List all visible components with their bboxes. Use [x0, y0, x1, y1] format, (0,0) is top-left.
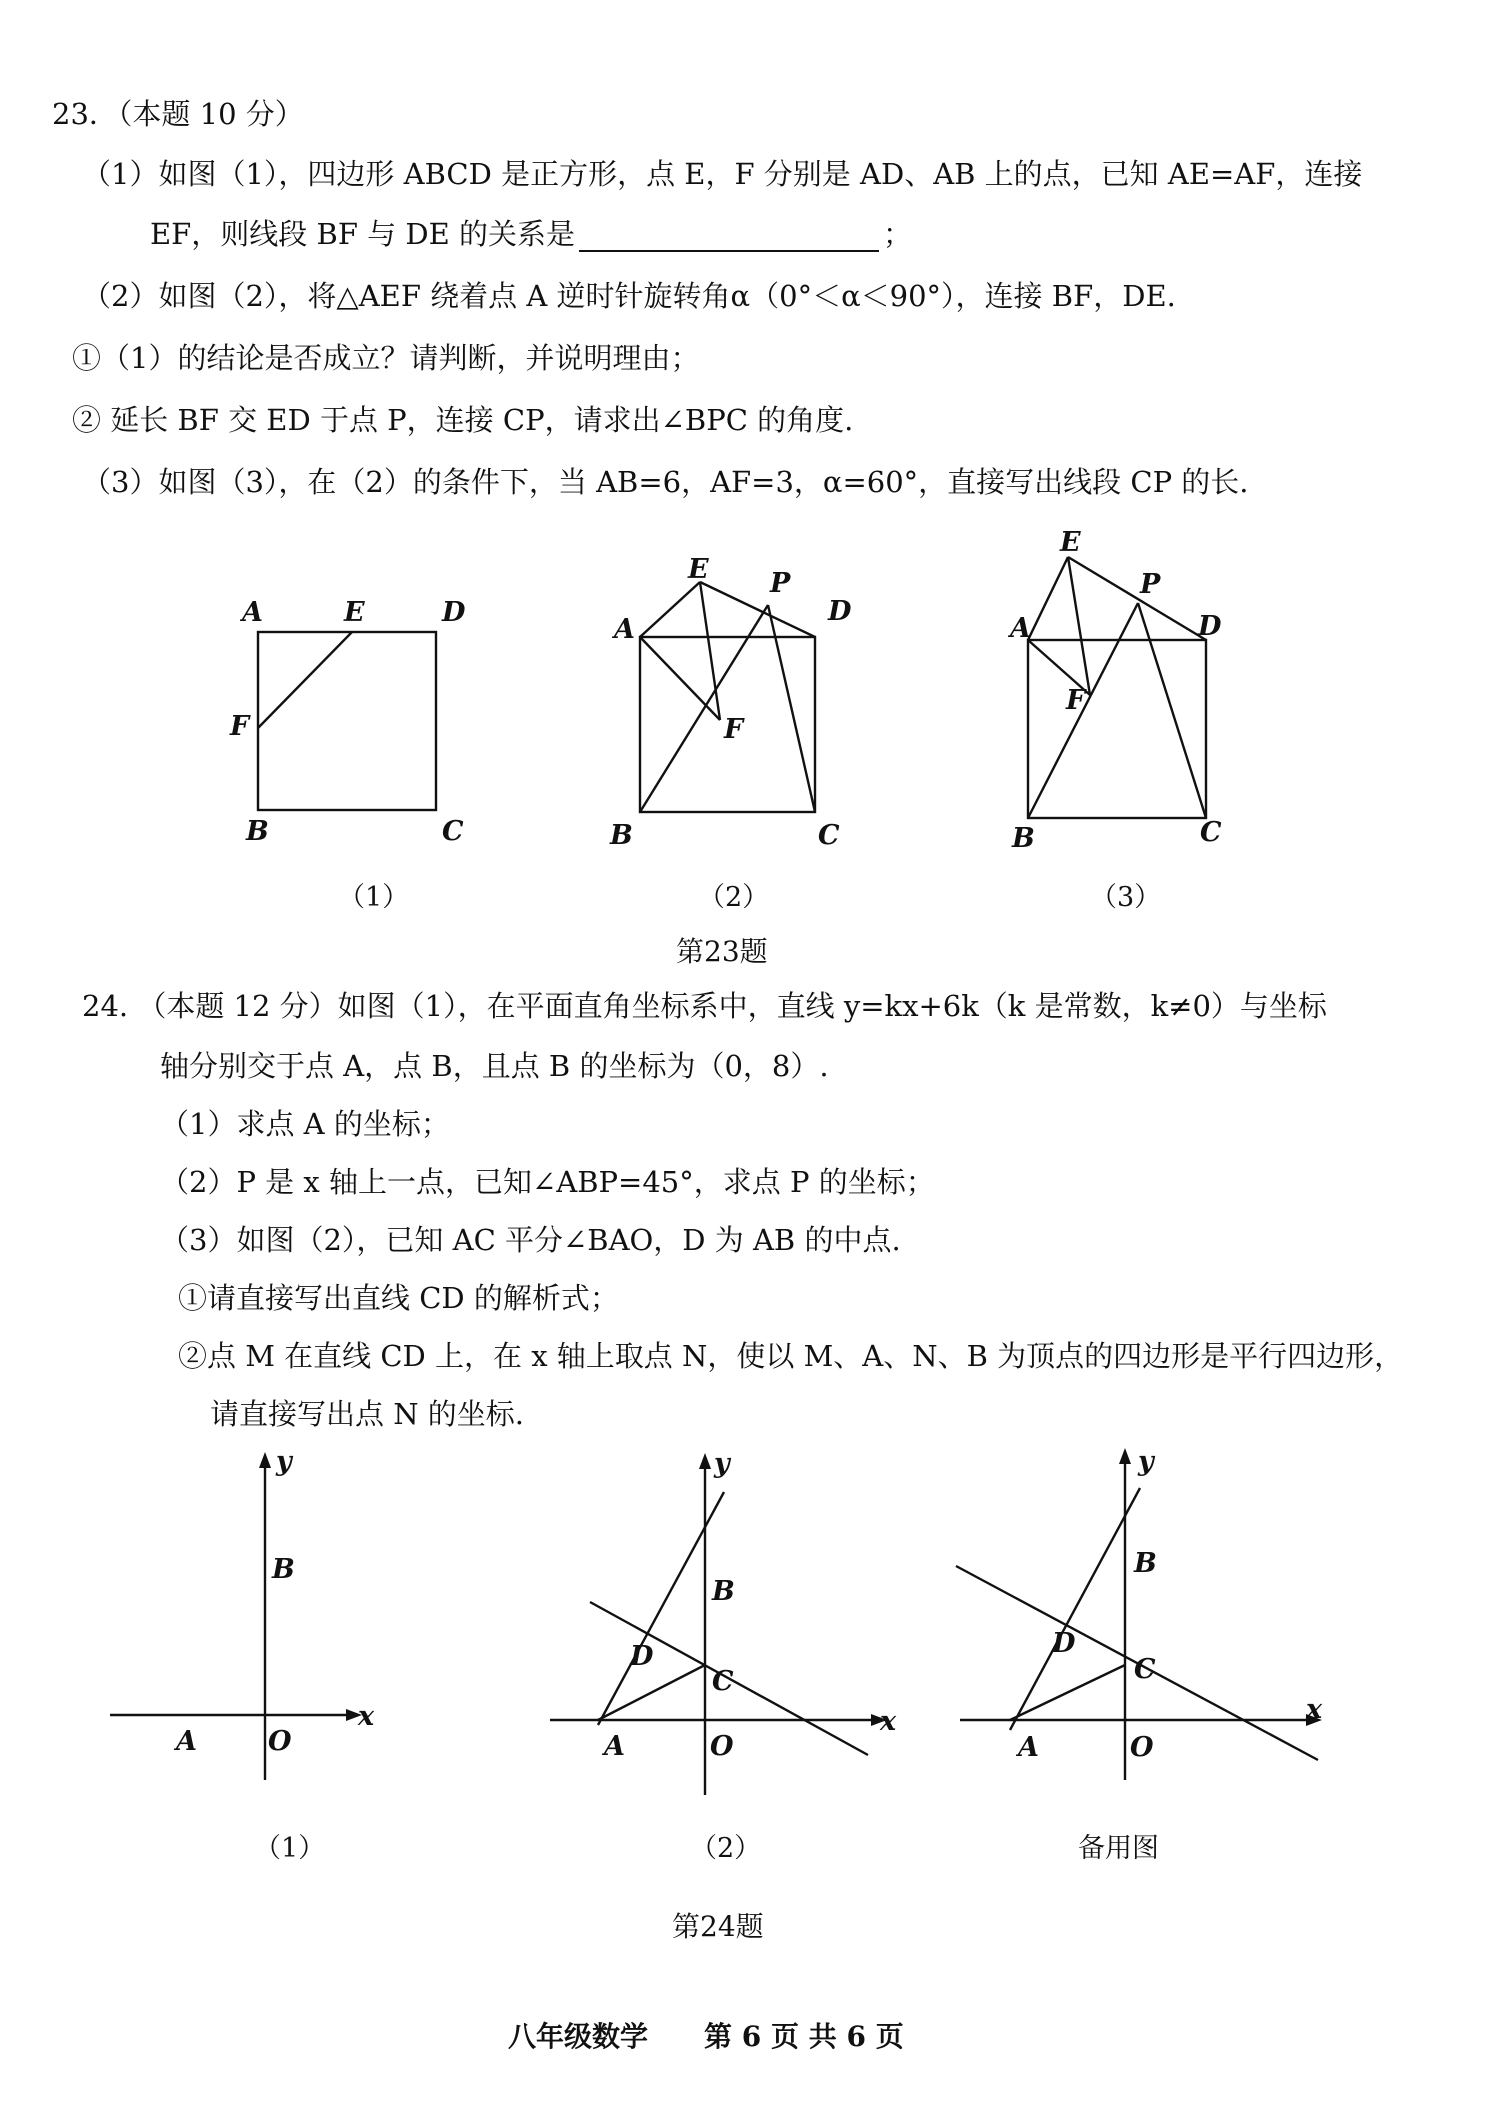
point-label: A	[176, 1726, 197, 1757]
segment-ed	[700, 582, 815, 637]
point-label: C	[1200, 817, 1222, 848]
point-label: F	[1066, 685, 1086, 716]
point-label: D	[828, 596, 852, 627]
point-label: F	[230, 711, 250, 742]
axis-label-y: y	[714, 1450, 730, 1479]
q24-sub3-2b: 请直接写出点 N 的坐标.	[210, 1397, 525, 1431]
point-label: P	[770, 568, 791, 599]
square-abcd	[258, 632, 436, 810]
q24-title: 第24题	[672, 1910, 764, 1943]
page-footer: 八年级数学 第 6 页 共 6 页	[508, 2020, 904, 2053]
point-label: B	[1134, 1548, 1157, 1579]
point-label: C	[818, 820, 840, 850]
segment-ef	[258, 632, 352, 728]
q23-part2: （2）如图（2），将△AEF 绕着点 A 逆时针旋转角α（0°＜α＜90°），连接 BF，DE.	[82, 279, 1176, 313]
axis-label-y: y	[1138, 1446, 1154, 1477]
segment-ef	[1068, 557, 1090, 695]
q24-caption-1: （1）	[254, 1833, 326, 1864]
point-label: O	[1130, 1732, 1154, 1763]
q23-part3: （3）如图（3），在（2）的条件下，当 AB=6，AF=3，α=60°，直接写出线段 CP 的长.	[82, 465, 1249, 499]
point-label: D	[1198, 611, 1222, 642]
answer-blank	[579, 220, 879, 252]
q24-figure-1	[100, 1440, 400, 1780]
q24-sub3: （3）如图（2），已知 AC 平分∠BAO，D 为 AB 的中点.	[160, 1223, 901, 1257]
q23-figure-2	[600, 550, 880, 850]
q24-figure-2	[540, 1450, 900, 1800]
q23-part1-end: ；	[883, 217, 913, 251]
q24-caption-backup: 备用图	[1078, 1833, 1159, 1864]
q24-sub1: （1）求点 A 的坐标；	[160, 1107, 450, 1141]
y-axis-arrow-icon	[699, 1453, 711, 1469]
square-abcd	[1028, 640, 1206, 818]
point-label: B	[712, 1576, 735, 1607]
q23-title: 第23题	[676, 935, 768, 968]
point-label: B	[272, 1554, 295, 1585]
segment-ac	[1010, 1665, 1125, 1720]
q24-sub3-1: ①请直接写出直线 CD 的解析式；	[178, 1281, 619, 1315]
q23-part1-text: EF，则线段 BF 与 DE 的关系是	[150, 217, 576, 251]
q23-figure-1	[220, 585, 480, 885]
q23-part1-line2	[150, 216, 912, 252]
segment-ed	[1068, 557, 1206, 640]
point-label: E	[688, 554, 709, 585]
point-label: C	[442, 816, 464, 847]
q23-heading: 23．（本题 10 分）	[52, 97, 304, 131]
point-label: A	[614, 614, 635, 645]
axis-label-x: x	[880, 1706, 897, 1737]
point-label: B	[246, 816, 269, 847]
point-label: E	[1060, 527, 1081, 558]
point-label: D	[630, 1641, 654, 1672]
q24-figure-backup	[950, 1440, 1360, 1780]
point-label: A	[1018, 1732, 1039, 1763]
point-label: F	[724, 714, 744, 745]
q23-part2-sub2: ② 延长 BF 交 ED 于点 P，连接 CP，请求出∠BPC 的角度.	[72, 403, 854, 437]
axis-label-x: x	[1306, 1694, 1323, 1725]
segment-ae	[1028, 557, 1068, 640]
axis-label-y: y	[276, 1446, 292, 1477]
segment-ae	[640, 582, 700, 637]
segment-af	[640, 637, 720, 720]
point-label: C	[712, 1666, 734, 1697]
segment-ac	[598, 1665, 705, 1720]
point-label: P	[1140, 569, 1161, 600]
q24-caption-2: （2）	[690, 1833, 762, 1864]
point-label: E	[344, 597, 365, 628]
q23-caption-1: （1）	[338, 882, 410, 913]
line-ab	[1010, 1488, 1140, 1730]
q24-line2: 轴分别交于点 A，点 B，且点 B 的坐标为（0，8）.	[160, 1049, 829, 1083]
point-label: C	[1134, 1654, 1156, 1685]
point-label: A	[604, 1731, 625, 1762]
point-label: B	[610, 820, 633, 850]
q23-part1-line1: （1）如图（1），四边形 ABCD 是正方形，点 E，F 分别是 AD、AB 上的点，已知 AE=AF，连接	[82, 157, 1363, 191]
q24-sub2: （2）P 是 x 轴上一点，已知∠ABP=45°，求点 P 的坐标；	[160, 1165, 935, 1199]
point-label: O	[268, 1726, 292, 1757]
y-axis-arrow-icon	[1119, 1448, 1131, 1464]
point-label: B	[1012, 823, 1035, 854]
y-axis-arrow-icon	[259, 1452, 271, 1468]
q23-part2-sub1: ①（1）的结论是否成立？请判断，并说明理由；	[72, 341, 700, 375]
q23-caption-2: （2）	[698, 882, 770, 913]
point-label: O	[710, 1731, 734, 1762]
point-label: D	[442, 597, 466, 628]
point-label: A	[242, 597, 263, 628]
q23-caption-3: （3）	[1090, 882, 1162, 913]
axis-label-x: x	[358, 1701, 375, 1732]
point-label: A	[1010, 613, 1031, 644]
q24-line1: 24. （本题 12 分）如图（1），在平面直角坐标系中，直线 y=kx+6k（k 是常数，k≠0）与坐标	[82, 989, 1327, 1023]
point-label: D	[1052, 1628, 1076, 1659]
q23-figure-3	[990, 525, 1270, 855]
q24-sub3-2a: ②点 M 在直线 CD 上，在 x 轴上取点 N，使以 M、A、N、B 为顶点的四边形是平行四边形，	[178, 1339, 1404, 1373]
